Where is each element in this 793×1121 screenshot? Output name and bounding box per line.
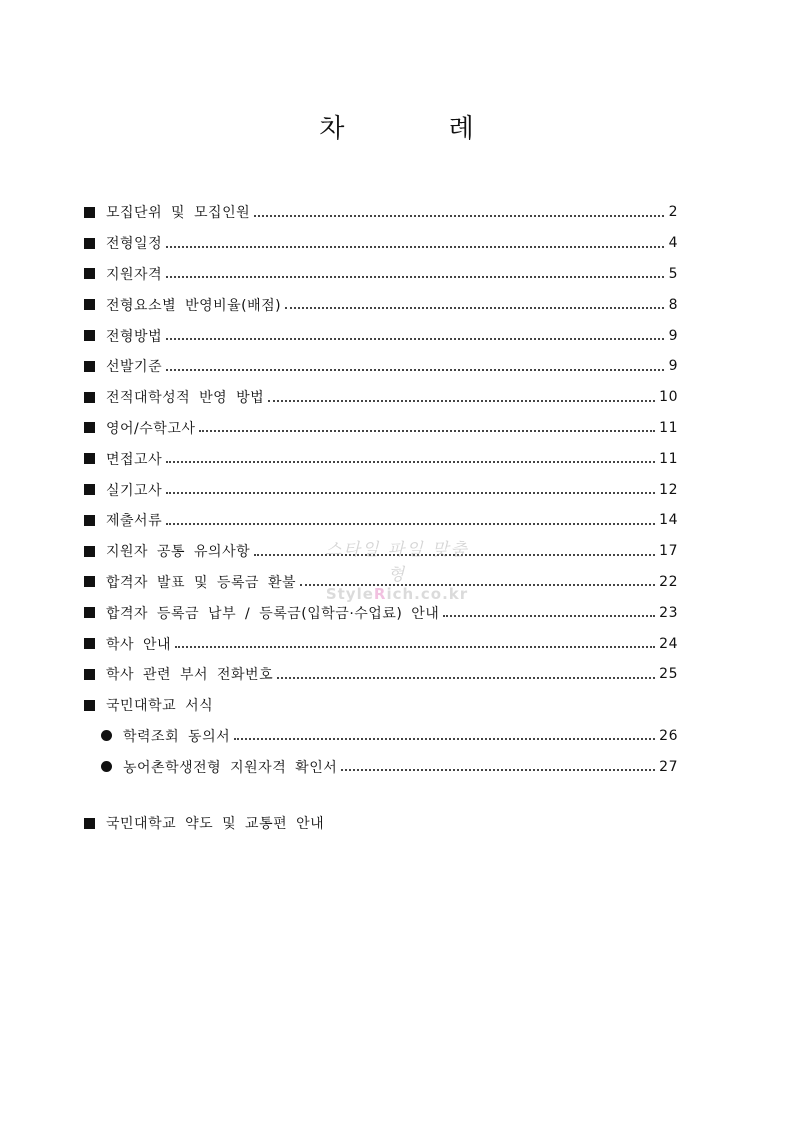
dot-leader [254,214,664,217]
toc-section-heading[interactable] [84,690,678,721]
toc-item[interactable] [84,413,678,444]
toc-subitem[interactable] [84,721,678,752]
square-bullet-icon [84,484,95,495]
page-title: 차 례 [319,114,522,144]
toc-item-page: 11 [659,419,678,436]
square-bullet-icon [84,576,95,587]
square-bullet-icon [84,638,95,649]
square-bullet-icon [84,207,95,218]
toc-item-page: 9 [668,358,678,375]
toc-item-page: 9 [668,327,678,344]
watermark-accent: R [373,585,387,603]
toc-item-page: 14 [659,512,678,529]
toc-item-page: 5 [668,265,678,282]
square-bullet-icon [84,546,95,557]
toc-item[interactable] [84,351,678,382]
dot-leader [300,583,655,586]
dot-leader [166,275,664,278]
toc-item-label: 실기고사 [106,482,163,499]
watermark-text-top: 스타일 파일 맞춤형 [325,540,469,585]
toc-item-label: 전형요소별 반영비율(배점) [106,297,282,314]
dot-leader [175,645,655,648]
toc-item-label: 학사 안내 [106,636,172,653]
toc-item[interactable] [84,536,678,567]
toc-item[interactable] [84,259,678,290]
toc-item[interactable] [84,597,678,628]
dot-leader [166,368,664,371]
toc-item[interactable] [84,505,678,536]
toc-item-label: 지원자격 [106,266,163,283]
toc-item-page: 25 [659,666,678,683]
toc-item[interactable] [84,567,678,598]
circle-bullet-icon [101,761,112,772]
square-bullet-icon [84,700,95,711]
toc-item[interactable] [84,443,678,474]
toc-item-label: 국민대학교 서식 [106,698,214,715]
table-of-contents [84,197,678,782]
square-bullet-icon [84,361,95,372]
toc-item-page: 10 [659,389,678,406]
square-bullet-icon [84,453,95,464]
square-bullet-icon [84,515,95,526]
toc-item-label: 전적대학성적 반영 방법 [106,390,265,407]
toc-item-label: 국민대학교 약도 및 교통편 안내 [106,816,325,833]
watermark-part: ich.co.kr [386,585,469,603]
toc-item-page: 11 [659,450,678,467]
toc-item[interactable] [84,197,678,228]
toc-item-label: 선발기준 [106,359,163,376]
toc-subitem-page: 27 [659,758,678,775]
toc-final-item[interactable] [84,808,324,839]
toc-subitem-page: 26 [659,727,678,744]
watermark-part: Style [325,585,374,603]
square-bullet-icon [84,818,95,829]
dot-leader [166,522,655,525]
toc-subitem-label: 학력조회 동의서 [123,728,231,745]
toc-item-page: 4 [668,235,678,252]
toc-item-label: 전형방법 [106,328,163,345]
toc-item[interactable] [84,628,678,659]
square-bullet-icon [84,299,95,310]
circle-bullet-icon [101,730,112,741]
square-bullet-icon [84,238,95,249]
square-bullet-icon [84,330,95,341]
toc-item[interactable] [84,659,678,690]
toc-item-page: 23 [659,604,678,621]
toc-item-page: 24 [659,635,678,652]
toc-item-page: 2 [668,204,678,221]
toc-item-label: 전형일정 [106,236,163,253]
dot-leader [443,614,655,617]
toc-subitem-label: 농어촌학생전형 지원자격 확인서 [123,759,338,776]
toc-item[interactable] [84,289,678,320]
toc-item[interactable] [84,320,678,351]
toc-item-label: 면접고사 [106,451,163,468]
dot-leader [166,460,655,463]
square-bullet-icon [84,392,95,403]
toc-item-label: 제출서류 [106,513,163,530]
toc-item-page: 8 [668,296,678,313]
dot-leader [166,337,664,340]
dot-leader [254,553,655,556]
toc-item-label: 지원자 공통 유의사항 [106,544,251,561]
dot-leader [166,491,655,494]
toc-item-page: 12 [659,481,678,498]
dot-leader [199,429,655,432]
dot-leader [166,245,664,248]
dot-leader [234,737,655,740]
toc-item-label: 합격자 발표 및 등록금 환불 [106,574,297,591]
toc-item-label: 영어/수학고사 [106,420,196,437]
toc-item-page: 22 [659,573,678,590]
square-bullet-icon [84,268,95,279]
dot-leader [277,676,655,679]
toc-item-label: 학사 관련 부서 전화번호 [106,667,274,684]
dot-leader [268,399,655,402]
square-bullet-icon [84,669,95,680]
square-bullet-icon [84,607,95,618]
toc-item-page: 17 [659,543,678,560]
square-bullet-icon [84,422,95,433]
toc-subitem[interactable] [84,751,678,782]
toc-item[interactable] [84,474,678,505]
toc-item-label: 모집단위 및 모집인원 [106,205,251,222]
dot-leader [341,768,655,771]
toc-item[interactable] [84,228,678,259]
toc-item-label: 합격자 등록금 납부 / 등록금(입학금·수업료) 안내 [106,605,440,622]
dot-leader [285,306,664,309]
toc-item[interactable] [84,382,678,413]
